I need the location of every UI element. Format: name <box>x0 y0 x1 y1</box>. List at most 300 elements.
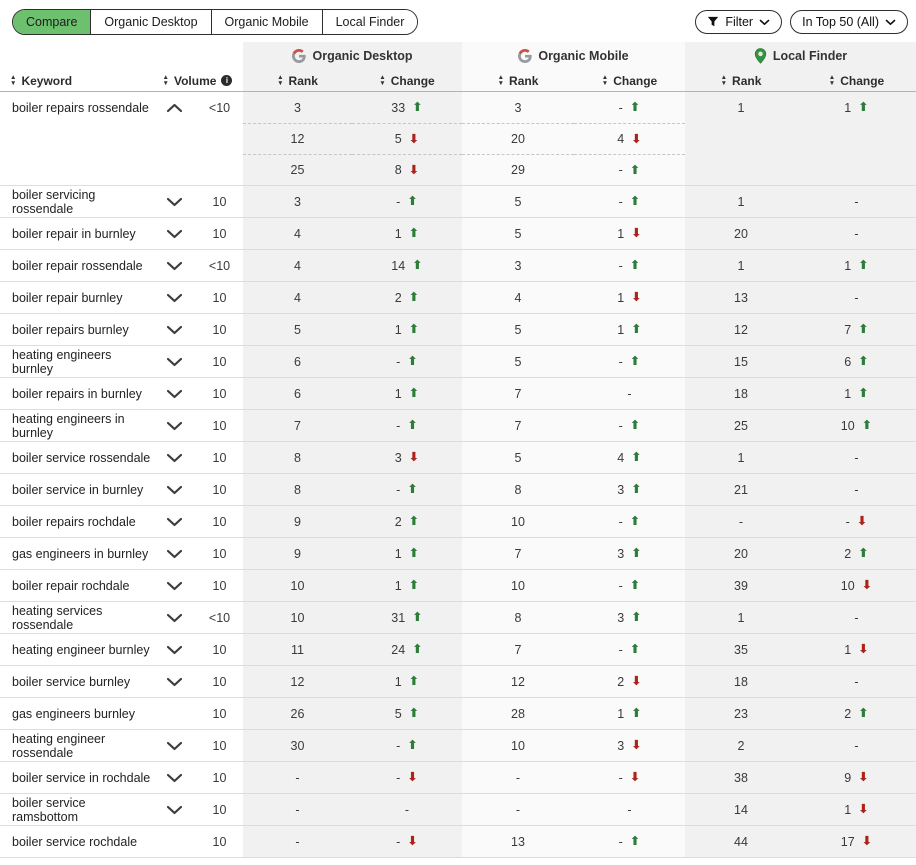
sort-icon: ▲ ▼ <box>497 74 505 87</box>
rank-header-label: Rank <box>288 73 318 88</box>
organic-mobile-rank-cell <box>462 92 574 123</box>
chevron-down-icon <box>166 581 183 591</box>
organic-desktop-rank-cell <box>243 378 352 409</box>
cell-value: 10 <box>212 674 227 689</box>
sort-icon: ▲ ▼ <box>828 74 836 87</box>
organic-desktop-rank-cell <box>243 762 352 793</box>
local-finder-change-header[interactable] <box>797 70 916 91</box>
organic-desktop-rank-cell <box>243 698 352 729</box>
top-rank-filter-label: In Top 50 (All) <box>802 15 879 29</box>
cell-value: - <box>295 834 300 849</box>
cell-value: 26 <box>290 706 305 721</box>
change-value: - <box>854 610 859 625</box>
organic-desktop-rank-cell <box>243 346 352 377</box>
change-value: 2 <box>844 706 852 721</box>
filter-button[interactable] <box>695 10 782 34</box>
row-expand-toggle[interactable] <box>152 474 196 505</box>
change-value: - <box>845 514 850 529</box>
keyword-label: gas engineers in burnley <box>12 546 149 561</box>
change-value: - <box>854 290 859 305</box>
organic-desktop-change-cell <box>352 762 462 793</box>
sort-icon: ▲ ▼ <box>379 74 386 87</box>
cell-value: 7 <box>514 418 522 433</box>
chevron-down-icon <box>166 325 183 335</box>
organic-desktop-change-cell <box>352 538 462 569</box>
local-finder-rank-cell <box>685 730 797 761</box>
up-arrow-icon: ⬆ <box>408 513 420 529</box>
keyword-label: boiler repairs in burnley <box>12 386 142 401</box>
cell-value: 7 <box>514 386 522 401</box>
up-arrow-icon: ⬆ <box>858 257 869 273</box>
cell-value: 10 <box>212 578 227 593</box>
organic-desktop-rank-cell <box>243 634 352 665</box>
change-value: 24 <box>391 642 406 657</box>
change-value: 31 <box>391 610 406 625</box>
cell-value: 14 <box>734 802 748 817</box>
local-finder-change-cell <box>797 826 916 857</box>
group-header-local-finder <box>685 42 916 70</box>
chevron-down-icon <box>166 613 183 623</box>
down-arrow-icon: ⬇ <box>408 449 420 465</box>
local-finder-change-cell <box>797 794 916 825</box>
organic-mobile-rank-cell <box>462 410 574 441</box>
local-finder-rank-cell <box>685 250 797 281</box>
up-arrow-icon: ⬆ <box>631 321 642 337</box>
organic-mobile-rank-cell <box>462 250 574 281</box>
organic-mobile-rank-cell <box>462 666 574 697</box>
cell-value: 12 <box>290 132 305 146</box>
keyword-cell <box>0 282 152 313</box>
change-value: 4 <box>617 132 625 146</box>
keyword-cell <box>0 794 152 825</box>
info-icon[interactable]: i <box>221 75 232 86</box>
organic-desktop-change-cell <box>352 442 462 473</box>
up-arrow-icon: ⬆ <box>407 481 418 497</box>
organic-desktop-rank-header[interactable] <box>243 70 352 91</box>
keyword-cell <box>0 602 152 633</box>
organic-desktop-change-header[interactable] <box>352 70 462 91</box>
volume-cell <box>196 698 243 729</box>
row-expand-toggle[interactable] <box>152 730 196 761</box>
up-arrow-icon: ⬆ <box>629 641 641 657</box>
chevron-down-icon <box>166 197 183 207</box>
volume-cell <box>196 570 243 601</box>
table-row <box>0 314 916 346</box>
row-expand-toggle[interactable] <box>152 506 196 537</box>
group-header-organic-mobile <box>462 42 685 70</box>
table-row <box>0 538 916 570</box>
table-row <box>0 698 916 730</box>
organic-desktop-change-cell <box>352 346 462 377</box>
cell-value: 8 <box>514 482 522 497</box>
up-arrow-icon: ⬆ <box>631 545 642 561</box>
change-value: 1 <box>844 258 852 273</box>
cell-value: 23 <box>734 706 748 721</box>
row-expand-toggle[interactable] <box>152 538 196 569</box>
tab-compare[interactable]: Compare <box>13 10 91 34</box>
change-header-label: Change <box>390 73 435 88</box>
keyword-cell <box>0 506 152 537</box>
sort-icon: ▲ ▼ <box>162 74 169 87</box>
organic-desktop-change-cell <box>352 378 462 409</box>
volume-header[interactable] <box>152 70 243 91</box>
cell-value: 35 <box>734 642 748 657</box>
keyword-header-label: Keyword <box>21 73 73 88</box>
group-label-organic-desktop: Organic Desktop <box>312 49 413 63</box>
keyword-label: boiler service burnley <box>12 674 131 689</box>
local-finder-change-cell <box>797 730 916 761</box>
change-value: 1 <box>617 290 625 305</box>
organic-desktop-change-cell <box>352 666 462 697</box>
chevron-down-icon <box>166 261 183 271</box>
organic-desktop-rank-cell <box>243 186 352 217</box>
up-arrow-icon: ⬆ <box>408 289 420 305</box>
up-arrow-icon: ⬆ <box>629 417 641 433</box>
keyword-cell <box>0 410 152 441</box>
cell-value: 10 <box>212 802 227 817</box>
organic-desktop-change-cell <box>352 570 462 601</box>
row-expand-toggle[interactable] <box>152 92 196 123</box>
down-arrow-icon: ⬇ <box>408 161 420 177</box>
up-arrow-icon: ⬆ <box>407 417 418 433</box>
cell-value: 7 <box>514 642 522 657</box>
local-finder-rank-cell <box>685 762 797 793</box>
sort-icon: ▲ ▼ <box>277 74 284 87</box>
change-header-label: Change <box>613 73 658 88</box>
cell-value: 5 <box>514 450 522 465</box>
keyword-cell <box>0 570 152 601</box>
change-value: - <box>396 418 401 433</box>
keyword-label: boiler repair burnley <box>12 290 123 305</box>
volume-cell <box>196 218 243 249</box>
chevron-down-icon <box>166 517 183 527</box>
local-finder-rank-header[interactable] <box>685 70 797 91</box>
cell-value: 3 <box>514 100 522 115</box>
tab-local-finder[interactable]: Local Finder <box>323 10 418 34</box>
change-value: 3 <box>617 482 625 497</box>
up-arrow-icon: ⬆ <box>858 353 869 369</box>
organic-desktop-rank-cell <box>243 794 352 825</box>
row-expand-toggle[interactable] <box>152 794 196 825</box>
change-value: - <box>618 514 623 529</box>
row-expand-toggle[interactable] <box>152 570 196 601</box>
local-finder-rank-cell <box>685 826 797 857</box>
local-finder-change-cell <box>797 570 916 601</box>
cell-value: 12 <box>290 674 305 689</box>
cell-value: 10 <box>212 194 227 209</box>
tab-organic-desktop[interactable]: Organic Desktop <box>91 10 211 34</box>
local-finder-change-cell <box>797 250 916 281</box>
chevron-down-icon <box>166 677 183 687</box>
keyword-label: boiler repair rochdale <box>12 578 130 593</box>
up-arrow-icon: ⬆ <box>858 321 869 337</box>
cell-value: 30 <box>290 738 305 753</box>
cell-value: 1 <box>737 450 745 465</box>
keyword-label: boiler repairs rossendale <box>12 100 149 115</box>
row-expand-toggle[interactable] <box>152 314 196 345</box>
up-arrow-icon: ⬆ <box>861 417 873 433</box>
organic-mobile-change-cell <box>574 506 685 537</box>
cell-value: 13 <box>511 834 525 849</box>
cell-value: 2 <box>737 738 745 753</box>
cell-value: 39 <box>734 578 748 593</box>
change-value: - <box>396 834 401 849</box>
organic-desktop-rank-cell <box>243 538 352 569</box>
down-arrow-icon: ⬇ <box>631 673 642 689</box>
up-arrow-icon: ⬆ <box>631 609 642 625</box>
local-finder-rank-cell <box>685 442 797 473</box>
up-arrow-icon: ⬆ <box>408 385 420 401</box>
change-value: 3 <box>617 610 625 625</box>
organic-mobile-rank-cell <box>462 378 574 409</box>
organic-mobile-change-cell <box>574 634 685 665</box>
change-value: 1 <box>394 322 402 337</box>
row-expand-toggle[interactable] <box>152 666 196 697</box>
cell-value: 10 <box>212 450 227 465</box>
organic-desktop-change-cell <box>352 506 462 537</box>
table-row <box>0 666 916 698</box>
cell-value: 25 <box>290 163 305 177</box>
organic-mobile-change-cell <box>574 92 685 123</box>
chevron-down-icon <box>166 453 183 463</box>
change-value: 10 <box>840 578 855 593</box>
organic-desktop-change-cell <box>352 186 462 217</box>
chevron-down-icon <box>166 645 183 655</box>
cell-value: 3 <box>294 100 301 115</box>
organic-mobile-change-cell <box>574 474 685 505</box>
cell-value: 10 <box>212 226 227 241</box>
map-pin-icon <box>754 48 767 64</box>
row-expand-toggle[interactable] <box>152 442 196 473</box>
volume-cell <box>196 730 243 761</box>
row-expand-toggle[interactable] <box>152 218 196 249</box>
row-expand-toggle[interactable] <box>152 410 196 441</box>
row-expand-toggle[interactable] <box>152 634 196 665</box>
cell-value: 10 <box>212 482 227 497</box>
down-arrow-icon: ⬇ <box>858 769 869 785</box>
tab-organic-mobile[interactable]: Organic Mobile <box>212 10 323 34</box>
down-arrow-icon: ⬇ <box>858 641 869 657</box>
cell-value: 9 <box>294 546 301 561</box>
keyword-label: boiler service rochdale <box>12 834 138 849</box>
organic-mobile-rank-cell <box>462 602 574 633</box>
volume-header-label: Volume <box>173 73 217 88</box>
filter-funnel-icon <box>707 16 719 28</box>
organic-desktop-change-cell <box>352 154 462 185</box>
cell-value: 12 <box>734 322 748 337</box>
local-finder-change-cell <box>797 538 916 569</box>
volume-cell <box>196 762 243 793</box>
group-label-local-finder: Local Finder <box>772 49 848 63</box>
keyword-cell <box>0 730 152 761</box>
change-value: - <box>618 258 623 273</box>
organic-desktop-rank-cell <box>243 474 352 505</box>
up-arrow-icon: ⬆ <box>629 161 641 177</box>
cell-value: 1 <box>737 258 745 273</box>
change-value: 1 <box>844 642 852 657</box>
change-value: 1 <box>394 226 402 241</box>
organic-mobile-change-cell <box>574 666 685 697</box>
local-finder-rank-cell <box>685 570 797 601</box>
organic-desktop-change-cell <box>352 698 462 729</box>
cell-value: 15 <box>734 354 748 369</box>
table-row <box>0 282 916 314</box>
up-arrow-icon: ⬆ <box>412 257 423 273</box>
up-arrow-icon: ⬆ <box>631 481 642 497</box>
cell-value: 10 <box>212 834 227 849</box>
table-row <box>0 250 916 282</box>
volume-cell <box>196 410 243 441</box>
change-value: - <box>396 770 401 785</box>
change-value: - <box>618 100 623 115</box>
organic-desktop-change-cell <box>352 474 462 505</box>
cell-value: 13 <box>734 290 748 305</box>
change-value: 2 <box>394 514 402 529</box>
row-expand-toggle[interactable] <box>152 602 196 633</box>
organic-desktop-change-cell <box>352 794 462 825</box>
keyword-label: heating services rossendale <box>12 603 103 632</box>
organic-mobile-change-cell <box>574 314 685 345</box>
organic-desktop-rank-cell <box>243 314 352 345</box>
view-tabs <box>12 9 418 35</box>
local-finder-change-cell <box>797 666 916 697</box>
cell-value: 4 <box>294 226 301 241</box>
change-value: 7 <box>844 322 852 337</box>
top-rank-filter-button[interactable] <box>790 10 908 34</box>
cell-value: - <box>515 770 521 785</box>
up-arrow-icon: ⬆ <box>407 193 418 209</box>
cell-value: 5 <box>514 194 522 209</box>
local-finder-rank-cell <box>685 538 797 569</box>
row-expand-toggle[interactable] <box>152 378 196 409</box>
keyword-header[interactable] <box>0 70 152 91</box>
table-header-row <box>0 70 916 92</box>
up-arrow-icon: ⬆ <box>629 833 641 849</box>
down-arrow-icon: ⬇ <box>631 130 642 146</box>
keyword-cell <box>0 250 152 281</box>
change-value: 2 <box>394 290 402 305</box>
cell-value: 4 <box>514 290 522 305</box>
volume-cell <box>196 92 243 185</box>
organic-mobile-rank-cell <box>462 346 574 377</box>
row-expand-toggle[interactable] <box>152 186 196 217</box>
volume-cell <box>196 794 243 825</box>
down-arrow-icon: ⬇ <box>408 130 420 146</box>
volume-cell <box>196 314 243 345</box>
change-value: 3 <box>617 738 625 753</box>
chevron-down-icon <box>166 485 183 495</box>
organic-mobile-change-cell <box>574 378 685 409</box>
keyword-cell <box>0 538 152 569</box>
table-row <box>0 730 916 762</box>
keyword-label: heating engineers burnley <box>12 347 112 376</box>
rank-header-label: Rank <box>732 73 762 88</box>
row-expand-toggle[interactable] <box>152 762 196 793</box>
local-finder-change-cell <box>797 410 916 441</box>
organic-desktop-rank-cell <box>243 442 352 473</box>
change-value: - <box>618 834 623 849</box>
change-value: - <box>396 482 401 497</box>
organic-desktop-change-cell <box>352 282 462 313</box>
keyword-cell <box>0 762 152 793</box>
down-arrow-icon: ⬇ <box>858 801 869 817</box>
up-arrow-icon: ⬆ <box>629 193 641 209</box>
cell-value: 8 <box>294 482 301 497</box>
keyword-label: boiler service rossendale <box>12 450 151 465</box>
up-arrow-icon: ⬆ <box>408 321 420 337</box>
chevron-down-icon <box>166 805 183 815</box>
change-value: - <box>396 194 401 209</box>
organic-mobile-change-cell <box>574 762 685 793</box>
organic-mobile-change-cell <box>574 154 685 185</box>
cell-value: 7 <box>514 546 522 561</box>
cell-value: 20 <box>734 226 748 241</box>
cell-value: 10 <box>212 642 227 657</box>
cell-value: 10 <box>511 578 525 593</box>
organic-desktop-rank-cell <box>243 602 352 633</box>
row-expand-toggle <box>152 826 196 857</box>
local-finder-change-cell <box>797 698 916 729</box>
organic-mobile-change-cell <box>574 826 685 857</box>
keyword-label: boiler service in rochdale <box>12 770 151 785</box>
organic-mobile-change-cell <box>574 442 685 473</box>
table-row <box>0 346 916 378</box>
change-value: 1 <box>844 386 852 401</box>
change-value: 1 <box>844 802 852 817</box>
organic-desktop-change-cell <box>352 410 462 441</box>
row-expand-toggle[interactable] <box>152 250 196 281</box>
organic-mobile-rank-header[interactable] <box>462 70 574 91</box>
up-arrow-icon: ⬆ <box>858 545 869 561</box>
keyword-cell <box>0 826 152 857</box>
local-finder-rank-cell <box>685 186 797 217</box>
volume-cell <box>196 538 243 569</box>
organic-mobile-rank-cell <box>462 442 574 473</box>
cell-value: 1 <box>737 610 745 625</box>
organic-mobile-change-cell <box>574 186 685 217</box>
group-header-spacer <box>0 42 243 70</box>
table-row <box>0 794 916 826</box>
change-value: - <box>618 194 623 209</box>
cell-value: 10 <box>212 770 227 785</box>
table-row <box>0 570 916 602</box>
volume-cell <box>196 634 243 665</box>
local-finder-rank-cell <box>685 346 797 377</box>
organic-mobile-rank-cell <box>462 154 574 185</box>
change-value: 3 <box>394 450 402 465</box>
local-finder-rank-cell <box>685 506 797 537</box>
keyword-cell <box>0 666 152 697</box>
local-finder-change-cell <box>797 218 916 249</box>
change-value: - <box>618 770 623 785</box>
keyword-label: boiler repair in burnley <box>12 226 136 241</box>
organic-mobile-change-header[interactable] <box>574 70 685 91</box>
organic-mobile-rank-cell <box>462 538 574 569</box>
up-arrow-icon: ⬆ <box>412 99 423 115</box>
keyword-cell <box>0 378 152 409</box>
row-expand-toggle[interactable] <box>152 282 196 313</box>
table-row <box>0 826 916 858</box>
table-row <box>0 442 916 474</box>
keyword-label: boiler repair rossendale <box>12 258 143 273</box>
row-expand-toggle[interactable] <box>152 346 196 377</box>
organic-desktop-rank-cell <box>243 154 352 185</box>
up-arrow-icon: ⬆ <box>629 513 641 529</box>
organic-mobile-change-cell <box>574 346 685 377</box>
change-value: 5 <box>394 132 402 146</box>
up-arrow-icon: ⬆ <box>629 577 641 593</box>
local-finder-rank-cell <box>685 314 797 345</box>
